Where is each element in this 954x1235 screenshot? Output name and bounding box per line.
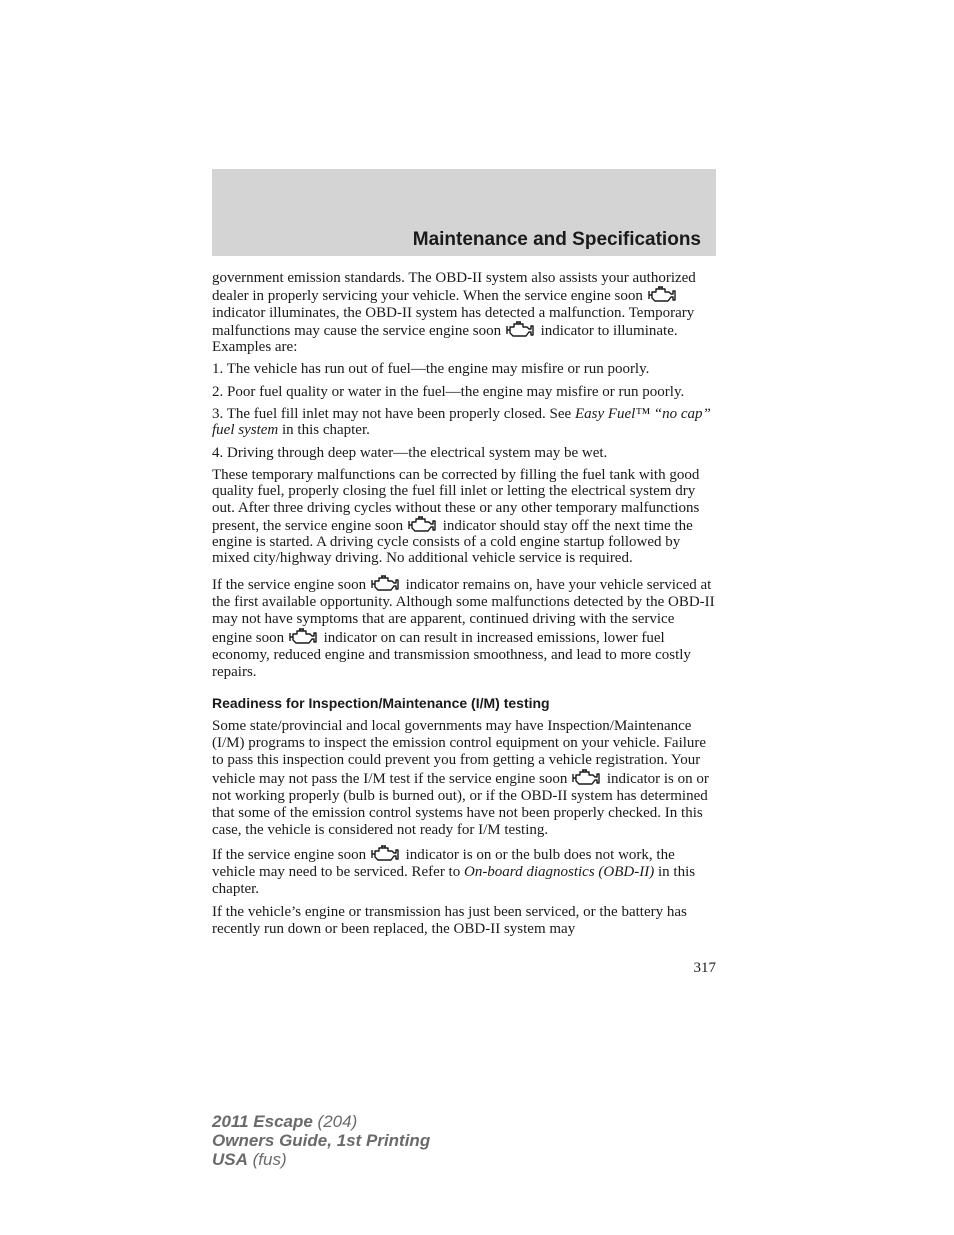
text-run: 3. The fuel fill inlet may not have been properly closed. See bbox=[212, 406, 575, 423]
text-run: indicator is on or not working properly (bulb is burned out), or if the OBD-II system has determined that some of the emission control systems have not been properly checked. In this case, the vehicle is considered not ready for I/M testing. bbox=[212, 771, 709, 839]
check-engine-icon bbox=[288, 628, 320, 646]
list-item: 2. Poor fuel quality or water in the fuel—the engine may misfire or run poorly. bbox=[212, 383, 685, 400]
footer-market-code: (fus) bbox=[247, 1150, 287, 1169]
footer-line bbox=[212, 1131, 430, 1150]
page-body bbox=[212, 270, 716, 944]
section-heading: Readiness for Inspection/Maintenance (I/M) testing bbox=[212, 694, 550, 711]
footer-line bbox=[212, 1150, 430, 1169]
text-run: indicator should stay off the next time the engine is started. A driving cycle consists of a cold engine startup followed by mixed city/highway driving. No additional vehicle service is required. bbox=[212, 517, 693, 567]
text-run: government emission standards. The OBD-II system also assists your authorized dealer in properly servicing your vehicle. When the service engine soon bbox=[212, 270, 696, 305]
list-item bbox=[212, 406, 716, 439]
list-item: 4. Driving through deep water—the electrical system may be wet. bbox=[212, 444, 608, 461]
page-number: 317 bbox=[693, 960, 716, 976]
indicator-remains-paragraph bbox=[212, 575, 716, 681]
text-run: indicator is on or the bulb does not work, the vehicle may need to be serviced. Refer to bbox=[212, 847, 675, 881]
intro-paragraph bbox=[212, 270, 716, 355]
bulb-paragraph bbox=[212, 845, 716, 898]
footer-model: 2011 Escape bbox=[212, 1112, 313, 1131]
text-run: indicator remains on, have your vehicle serviced at the first available opportunity. Although some malfunctions detected by the OBD-II may not have symptoms that are apparent, continued driving with the service engine soon bbox=[212, 576, 715, 646]
text-run: Some state/provincial and local governments may have Inspection/Maintenance (I/M) programs to inspect the emission control equipment on your vehicle. Failure to pass this inspection could prevent you from getting a vehicle registration. Your vehicle may not pass the I/M test if the service engine soon bbox=[212, 718, 707, 788]
document-footer bbox=[212, 1112, 430, 1169]
temporary-malfunction-paragraph bbox=[212, 467, 716, 567]
last-paragraph: If the vehicle’s engine or transmission has just been serviced, or the battery has recently run down or been replaced, the OBD-II system may bbox=[212, 904, 687, 938]
chapter-header-band bbox=[212, 169, 716, 256]
check-engine-icon bbox=[647, 286, 679, 304]
footer-line bbox=[212, 1112, 430, 1131]
check-engine-icon bbox=[370, 845, 402, 863]
chapter-title: Maintenance and Specifications bbox=[412, 229, 701, 250]
text-run: These temporary malfunctions can be corrected by filling the fuel tank with good quality fuel, properly closing the fuel fill inlet or letting the electrical system dry out. After three driving cycles without these or any other temporary malfunctions present, the service engine soon bbox=[212, 466, 700, 534]
text-run: indicator illuminates, the OBD-II system has detected a malfunction. Temporary malfunctions may cause the service engine soon bbox=[212, 304, 695, 339]
im-program-paragraph bbox=[212, 718, 716, 839]
text-run: in this chapter. bbox=[278, 422, 370, 439]
check-engine-icon bbox=[571, 769, 603, 787]
text-run: If the service engine soon bbox=[212, 847, 367, 864]
text-run: indicator on can result in increased emissions, lower fuel economy, reduced engine and transmission smoothness, and lead to more costly repairs. bbox=[212, 629, 691, 680]
cross-reference: Easy Fuel™ “no cap” fuel system bbox=[212, 406, 711, 439]
check-engine-icon bbox=[505, 321, 537, 339]
check-engine-icon bbox=[370, 575, 402, 593]
footer-printing: Owners Guide, 1st Printing bbox=[212, 1131, 431, 1150]
text-run: in this chapter. bbox=[212, 864, 696, 898]
check-engine-icon bbox=[407, 516, 439, 534]
footer-code: (204) bbox=[312, 1112, 358, 1131]
cross-reference: On-board diagnostics (OBD-II) bbox=[463, 864, 655, 881]
footer-market: USA bbox=[212, 1150, 248, 1169]
text-run: If the service engine soon bbox=[212, 576, 367, 593]
list-item: 1. The vehicle has run out of fuel—the engine may misfire or run poorly. bbox=[212, 361, 650, 378]
text-run: indicator to illuminate. Examples are: bbox=[212, 322, 678, 356]
